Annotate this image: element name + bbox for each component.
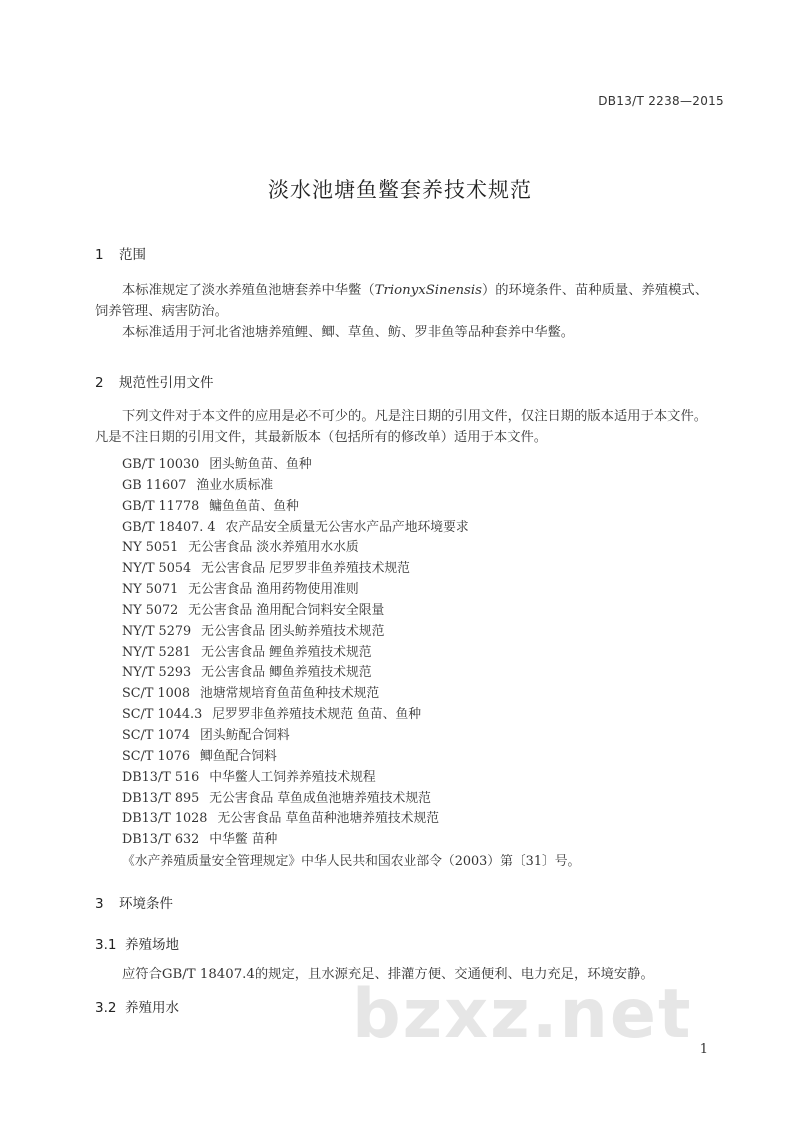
scope-paragraph-1-cont: 饲养管理、病害防治。 bbox=[95, 304, 228, 319]
reference-title: 无公害食品 草鱼苗种池塘养殖技术规范 bbox=[217, 811, 440, 827]
section-title: 范围 bbox=[119, 247, 146, 263]
reference-code: DB13/T 632 bbox=[122, 832, 200, 848]
section-3-1-heading bbox=[95, 933, 179, 953]
reference-code: SC/T 1076 bbox=[122, 748, 191, 764]
section-title: 环境条件 bbox=[119, 896, 173, 912]
subsection-number: 3.2 bbox=[95, 1000, 117, 1016]
scope-paragraph-1 bbox=[95, 280, 735, 301]
reference-code: DB13/T 895 bbox=[122, 790, 200, 806]
reference-title: 无公害食品 渔用药物使用准则 bbox=[188, 582, 359, 598]
reference-title: 团头鲂配合饲料 bbox=[200, 727, 290, 743]
reference-item bbox=[122, 455, 722, 476]
reference-title: 农产品安全质量无公害水产品产地环境要求 bbox=[225, 519, 469, 535]
reference-code: GB 11607 bbox=[122, 477, 187, 493]
section-title: 规范性引用文件 bbox=[119, 375, 214, 391]
reference-item bbox=[122, 663, 722, 684]
section-number: 2 bbox=[95, 375, 104, 391]
reference-list bbox=[122, 455, 722, 851]
reference-title: 鳙鱼鱼苗、鱼种 bbox=[209, 498, 299, 514]
reference-code: NY/T 5054 bbox=[122, 561, 192, 577]
watermark: bzxz.net bbox=[352, 975, 693, 1054]
reference-title: 中华鳖 苗种 bbox=[209, 832, 278, 848]
subsection-number: 3.1 bbox=[95, 937, 117, 953]
section-3-heading bbox=[95, 892, 173, 912]
reference-title: 无公害食品 鲫鱼养殖技术规范 bbox=[201, 665, 372, 681]
reference-code: SC/T 1044.3 bbox=[122, 707, 203, 723]
document-title: 淡水池塘鱼鳖套养技术规范 bbox=[268, 178, 532, 202]
section-1-body bbox=[95, 280, 735, 343]
reference-item bbox=[122, 538, 722, 559]
page-number: 1 bbox=[699, 1042, 708, 1057]
reference-item bbox=[122, 789, 722, 810]
reference-title: 中华鳖人工饲养养殖技术规程 bbox=[209, 769, 376, 785]
reference-code: GB/T 18407. 4 bbox=[122, 519, 216, 535]
section-1-heading bbox=[95, 243, 146, 263]
reference-title: 无公害食品 团头鲂养殖技术规范 bbox=[201, 623, 385, 639]
regulation-reference: 《水产养殖质量安全管理规定》中华人民共和国农业部令（2003）第〔31〕号。 bbox=[122, 854, 581, 869]
reference-item bbox=[122, 622, 722, 643]
subsection-title: 养殖场地 bbox=[125, 937, 179, 953]
section-number: 3 bbox=[95, 896, 104, 912]
reference-title: 尼罗罗非鱼养殖技术规范 鱼苗、鱼种 bbox=[212, 707, 422, 723]
reference-code: GB/T 11778 bbox=[122, 498, 200, 514]
reference-code: DB13/T 1028 bbox=[122, 811, 208, 827]
reference-item bbox=[122, 747, 722, 768]
reference-item bbox=[122, 830, 722, 851]
reference-code: DB13/T 516 bbox=[122, 769, 200, 785]
scope-paragraph-2: 本标准适用于河北省池塘养殖鲤、鲫、草鱼、鲂、罗非鱼等品种套养中华鳖。 bbox=[122, 325, 575, 340]
section-2-intro bbox=[95, 406, 735, 448]
reference-code: GB/T 10030 bbox=[122, 457, 200, 472]
subsection-title: 养殖用水 bbox=[125, 1000, 179, 1016]
reference-item bbox=[122, 601, 722, 622]
reference-item bbox=[122, 684, 722, 705]
reference-code: NY/T 5281 bbox=[122, 644, 192, 660]
normative-intro-cont: 凡是不注日期的引用文件，其最新版本（包括所有的修改单）适用于本文件。 bbox=[95, 430, 548, 445]
reference-title: 无公害食品 草鱼成鱼池塘养殖技术规范 bbox=[209, 790, 431, 806]
reference-title: 无公害食品 渔用配合饲料安全限量 bbox=[188, 602, 385, 618]
reference-item bbox=[122, 476, 722, 497]
section-3-2-heading bbox=[95, 996, 179, 1016]
reference-title: 无公害食品 淡水养殖用水水质 bbox=[188, 540, 359, 556]
reference-item bbox=[122, 559, 722, 580]
reference-item bbox=[122, 726, 722, 747]
reference-item bbox=[122, 768, 722, 789]
normative-intro: 下列文件对于本文件的应用是必不可少的。凡是注日期的引用文件，仅注日期的版本适用于本文件。 bbox=[122, 409, 708, 424]
reference-title: 鲫鱼配合饲料 bbox=[200, 748, 277, 764]
reference-item bbox=[122, 809, 722, 830]
reference-title: 无公害食品 鲤鱼养殖技术规范 bbox=[201, 644, 372, 660]
scope-text-post: ）的环境条件、苗种质量、养殖模式、 bbox=[481, 283, 709, 298]
reference-item bbox=[122, 518, 722, 539]
reference-code: NY 5072 bbox=[122, 602, 179, 618]
reference-title: 团头鲂鱼苗、鱼种 bbox=[209, 457, 312, 472]
reference-code: NY 5071 bbox=[122, 582, 179, 598]
reference-item bbox=[122, 497, 722, 518]
reference-code: NY 5051 bbox=[122, 540, 179, 556]
reference-item bbox=[122, 705, 722, 726]
section-2-heading bbox=[95, 371, 214, 391]
reference-code: SC/T 1008 bbox=[122, 686, 191, 702]
site-requirement-text: 应符合GB/T 18407.4的规定，且水源充足、排灌方便、交通便利、电力充足，环境安静。 bbox=[122, 967, 654, 982]
section-number: 1 bbox=[95, 247, 104, 263]
reference-code: NY/T 5293 bbox=[122, 665, 192, 681]
reference-title: 池塘常规培育鱼苗鱼种技术规范 bbox=[200, 686, 380, 702]
scope-text-pre: 本标准规定了淡水养殖鱼池塘套养中华鳖（ bbox=[122, 283, 375, 298]
standard-code: DB13/T 2238—2015 bbox=[598, 94, 724, 108]
reference-code: NY/T 5279 bbox=[122, 623, 192, 639]
reference-item bbox=[122, 643, 722, 664]
reference-item bbox=[122, 580, 722, 601]
reference-title: 渔业水质标准 bbox=[196, 477, 274, 493]
reference-title: 无公害食品 尼罗罗非鱼养殖技术规范 bbox=[201, 561, 410, 577]
reference-code: SC/T 1074 bbox=[122, 727, 191, 743]
latin-name: TrionyxSinensis bbox=[374, 283, 482, 298]
